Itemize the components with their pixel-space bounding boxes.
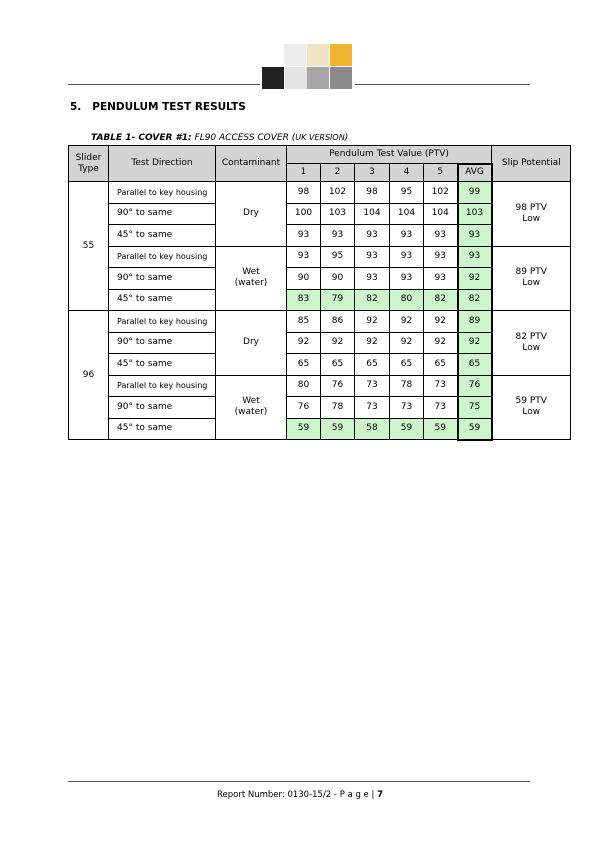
avg-value-cell: 89 [458, 311, 492, 333]
header-col-1: 1 [287, 164, 321, 182]
ptv-value-cell: 78 [390, 375, 424, 397]
ptv-value-cell: 93 [355, 268, 390, 290]
ptv-value-cell: 59 [287, 418, 321, 440]
ptv-value-cell: 83 [287, 289, 321, 311]
ptv-value-cell: 93 [390, 225, 424, 247]
header-contaminant: Contaminant [216, 146, 287, 182]
avg-value-cell: 93 [458, 225, 492, 247]
ptv-value-cell: 93 [355, 225, 390, 247]
ptv-value-cell: 103 [321, 203, 355, 225]
avg-value-cell: 76 [458, 375, 492, 397]
ptv-value-cell: 90 [287, 268, 321, 290]
avg-value-cell: 59 [458, 418, 492, 440]
ptv-value-cell: 80 [390, 289, 424, 311]
ptv-value-cell: 95 [390, 182, 424, 204]
ptv-value-cell: 93 [390, 246, 424, 268]
ptv-value-cell: 86 [321, 311, 355, 333]
ptv-value-cell: 104 [390, 203, 424, 225]
ptv-value-cell: 93 [424, 268, 458, 290]
ptv-value-cell: 92 [355, 332, 390, 354]
slider-type-cell: 96 [69, 311, 109, 440]
slip-potential-cell: 98 PTV Low [492, 182, 571, 247]
results-table [68, 145, 571, 441]
avg-value-cell: 75 [458, 397, 492, 419]
ptv-value-cell: 98 [355, 182, 390, 204]
table-row [69, 311, 571, 333]
ptv-value-cell: 80 [287, 375, 321, 397]
header-col-3: 3 [355, 164, 390, 182]
caption-text: FL90 ACCESS COVER ( [191, 133, 296, 143]
ptv-value-cell: 73 [424, 397, 458, 419]
test-direction-cell: Parallel to key housing [109, 182, 216, 204]
test-direction-cell: Parallel to key housing [109, 375, 216, 397]
ptv-value-cell: 73 [390, 397, 424, 419]
ptv-value-cell: 73 [355, 375, 390, 397]
header-col-2: 2 [321, 164, 355, 182]
ptv-value-cell: 78 [321, 397, 355, 419]
footer-rule [68, 781, 530, 782]
ptv-value-cell: 73 [355, 397, 390, 419]
test-direction-cell: 45° to same [109, 289, 216, 311]
ptv-value-cell: 79 [321, 289, 355, 311]
ptv-value-cell: 102 [424, 182, 458, 204]
ptv-value-cell: 93 [390, 268, 424, 290]
slider-type-cell: 55 [69, 182, 109, 311]
ptv-value-cell: 93 [287, 225, 321, 247]
header-slip-potential: Slip Potential [492, 146, 571, 182]
table-row [69, 182, 571, 204]
caption-label: TABLE 1- COVER #1: [91, 133, 192, 143]
ptv-value-cell: 65 [287, 354, 321, 376]
ptv-value-cell: 95 [321, 246, 355, 268]
test-direction-cell: 90° to same [109, 397, 216, 419]
test-direction-cell: Parallel to key housing [109, 311, 216, 333]
header-slider-type: Slider Type [69, 146, 109, 182]
ptv-value-cell: 85 [287, 311, 321, 333]
header-ptv: Pendulum Test Value (PTV) [287, 146, 492, 164]
page-number: 7 [377, 790, 383, 800]
ptv-value-cell: 82 [355, 289, 390, 311]
page-label: P a g e [339, 790, 369, 800]
contaminant-cell: Dry [216, 311, 287, 376]
section-title: PENDULUM TEST RESULTS [92, 101, 246, 113]
section-number: 5. [70, 101, 82, 113]
ptv-value-cell: 92 [390, 332, 424, 354]
ptv-value-cell: 59 [321, 418, 355, 440]
ptv-value-cell: 59 [390, 418, 424, 440]
header-col-4: 4 [390, 164, 424, 182]
contaminant-cell: Wet (water) [216, 375, 287, 440]
ptv-value-cell: 76 [321, 375, 355, 397]
ptv-value-cell: 93 [321, 225, 355, 247]
ptv-value-cell: 93 [287, 246, 321, 268]
ptv-value-cell: 93 [424, 246, 458, 268]
table-caption [91, 133, 348, 143]
ptv-value-cell: 65 [390, 354, 424, 376]
ptv-value-cell: 92 [424, 311, 458, 333]
contaminant-cell: Dry [216, 182, 287, 247]
header-col-5: 5 [424, 164, 458, 182]
avg-value-cell: 92 [458, 268, 492, 290]
avg-value-cell: 103 [458, 203, 492, 225]
ptv-value-cell: 92 [355, 311, 390, 333]
ptv-value-cell: 104 [424, 203, 458, 225]
test-direction-cell: 45° to same [109, 225, 216, 247]
ptv-value-cell: 65 [355, 354, 390, 376]
caption-variant: UK VERSION [295, 133, 345, 142]
avg-value-cell: 92 [458, 332, 492, 354]
ptv-value-cell: 100 [287, 203, 321, 225]
table-row [69, 375, 571, 397]
ptv-value-cell: 65 [424, 354, 458, 376]
ptv-value-cell: 73 [424, 375, 458, 397]
avg-value-cell: 65 [458, 354, 492, 376]
ptv-value-cell: 65 [321, 354, 355, 376]
test-direction-cell: 45° to same [109, 354, 216, 376]
caption-close: ) [344, 133, 349, 143]
test-direction-cell: 90° to same [109, 203, 216, 225]
ptv-value-cell: 59 [424, 418, 458, 440]
header-rule-right [355, 84, 530, 85]
ptv-value-cell: 92 [287, 332, 321, 354]
ptv-value-cell: 102 [321, 182, 355, 204]
header-col-avg: AVG [458, 164, 492, 182]
ptv-value-cell: 92 [390, 311, 424, 333]
ptv-value-cell: 92 [424, 332, 458, 354]
slip-potential-cell: 82 PTV Low [492, 311, 571, 376]
section-heading [70, 101, 246, 113]
ptv-value-cell: 93 [424, 225, 458, 247]
avg-value-cell: 99 [458, 182, 492, 204]
ptv-value-cell: 98 [287, 182, 321, 204]
ptv-value-cell: 82 [424, 289, 458, 311]
page-separator: | [368, 790, 378, 800]
ptv-value-cell: 92 [321, 332, 355, 354]
ptv-value-cell: 58 [355, 418, 390, 440]
slip-potential-cell: 89 PTV Low [492, 246, 571, 311]
contaminant-cell: Wet (water) [216, 246, 287, 311]
slip-potential-cell: 59 PTV Low [492, 375, 571, 440]
test-direction-cell: 45° to same [109, 418, 216, 440]
test-direction-cell: Parallel to key housing [109, 246, 216, 268]
header-rule-left [68, 84, 260, 85]
page-footer [0, 790, 600, 800]
test-direction-cell: 90° to same [109, 332, 216, 354]
ptv-value-cell: 93 [355, 246, 390, 268]
avg-value-cell: 93 [458, 246, 492, 268]
ptv-value-cell: 76 [287, 397, 321, 419]
avg-value-cell: 82 [458, 289, 492, 311]
test-direction-cell: 90° to same [109, 268, 216, 290]
report-number: Report Number: 0130-15/2 - [217, 790, 340, 800]
table-row [69, 246, 571, 268]
header-test-direction: Test Direction [109, 146, 216, 182]
ptv-value-cell: 90 [321, 268, 355, 290]
ptv-value-cell: 104 [355, 203, 390, 225]
